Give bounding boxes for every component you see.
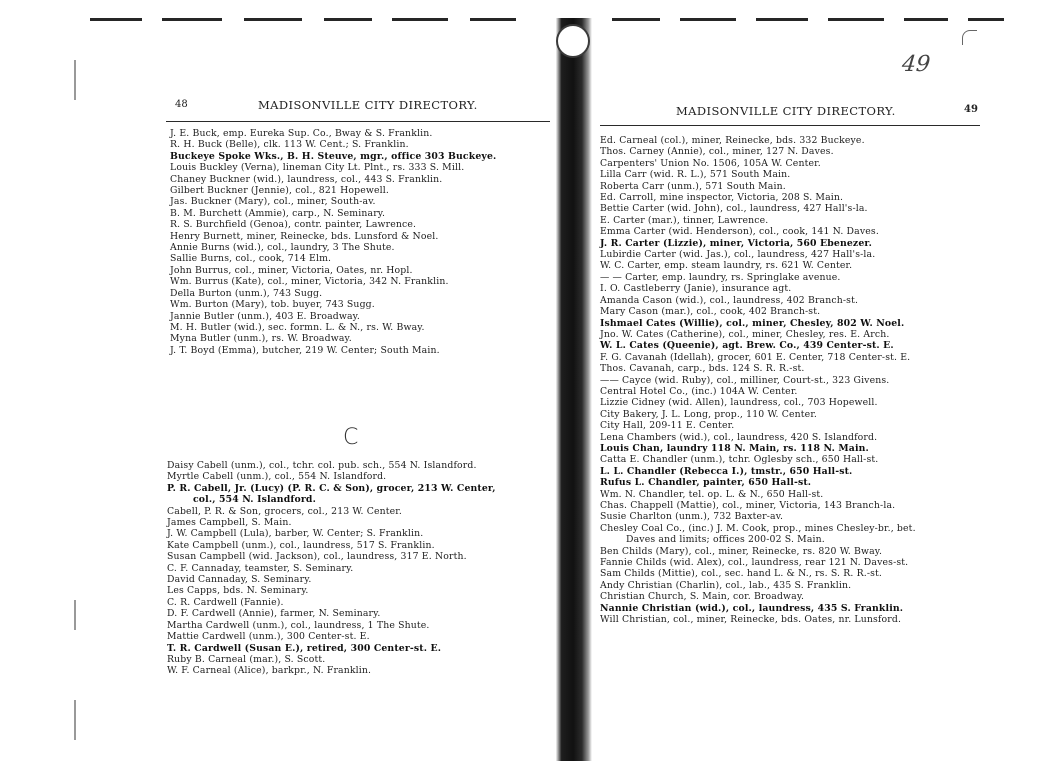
- directory-entry: Wm. Burton (Mary), tob. buyer, 743 Sugg.: [170, 299, 375, 311]
- directory-entry: Wm. Burrus (Kate), col., miner, Victoria, 342 N. Franklin.: [170, 276, 449, 288]
- pen-mark: [962, 30, 977, 45]
- directory-entry: Les Capps, bds. N. Seminary.: [167, 585, 309, 597]
- directory-entry: C. R. Cardwell (Fannie).: [167, 596, 284, 608]
- directory-entry: Lubirdie Carter (wid. Jas.), col., laundress, 427 Hall's-la.: [600, 249, 876, 261]
- directory-entry: Carpenters' Union No. 1506, 105A W. Center.: [600, 157, 821, 169]
- directory-entry: J. E. Buck, emp. Eureka Sup. Co., Bway & S. Franklin.: [170, 128, 433, 139]
- directory-entry: Della Burton (unm.), 743 Sugg.: [170, 287, 323, 299]
- directory-entry: Myrtle Cabell (unm.), col., 554 N. Islandford.: [167, 471, 387, 483]
- directory-entry: Nannie Christian (wid.), col., laundress, 435 S. Franklin.: [600, 602, 904, 614]
- directory-entry: Amanda Cason (wid.), col., laundress, 402 Branch-st.: [600, 294, 859, 306]
- directory-entry: Susan Campbell (wid. Jackson), col., laundress, 317 E. North.: [167, 551, 467, 563]
- directory-entry: F. G. Cavanah (Idellah), grocer, 601 E. Center, 718 Center-st. E.: [600, 351, 911, 363]
- directory-entry: W. L. Cates (Queenie), agt. Brew. Co., 439 Center-st. E.: [600, 340, 894, 352]
- directory-entry: Andy Christian (Charlin), col., lab., 435 S. Franklin.: [600, 579, 852, 591]
- directory-entry: Louis Buckley (Verna), lineman City Lt. Plnt., rs. 333 S. Mill.: [170, 162, 465, 174]
- directory-entry: Christian Church, S. Main, cor. Broadway.: [600, 591, 805, 603]
- directory-entry: R. H. Buck (Belle), clk. 113 W. Cent.; S. Franklin.: [170, 139, 409, 151]
- directory-entry: col., 554 N. Islandford.: [193, 494, 316, 506]
- directory-entry: Louis Chan, laundry 118 N. Main, rs. 118 N. Main.: [600, 442, 869, 454]
- directory-entry: James Campbell, S. Main.: [167, 517, 292, 529]
- directory-entry: Rufus L. Chandler, painter, 650 Hall-st.: [600, 477, 812, 489]
- right-running-head: MADISONVILLE CITY DIRECTORY.: [676, 104, 896, 118]
- section-letter: C: [343, 425, 359, 450]
- directory-entry: Wm. N. Chandler, tel. op. L. & N., 650 Hall-st.: [600, 488, 824, 500]
- header-rule: [166, 121, 550, 122]
- entries-list-c: [167, 460, 496, 677]
- directory-entry: Gilbert Buckner (Jennie), col., 821 Hopewell.: [170, 185, 389, 197]
- directory-entry: Lilla Carr (wid. R. L.), 571 South Main.: [600, 169, 791, 181]
- directory-entry: City Hall, 209-11 E. Center.: [600, 420, 735, 432]
- directory-entry: Ishmael Cates (Willie), col., miner, Chesley, 802 W. Noel.: [600, 317, 905, 329]
- left-page-number: 48: [175, 99, 188, 110]
- directory-entry: Will Christian, col., miner, Reinecke, bds. Oates, nr. Lunsford.: [600, 614, 902, 626]
- directory-entry: Myna Butler (unm.), rs. W. Broadway.: [170, 333, 352, 345]
- directory-entry: Mary Cason (mar.), col., cook, 402 Branch-st.: [600, 306, 821, 318]
- directory-entry: Kate Campbell (unm.), col., laundress, 517 S. Franklin.: [167, 539, 435, 551]
- directory-entry: — — Carter, emp. laundry, rs. Springlake avenue.: [600, 271, 841, 283]
- directory-entry: E. Carter (mar.), tinner, Lawrence.: [600, 214, 769, 226]
- directory-entry: Chas. Chappell (Mattie), col., miner, Victoria, 143 Branch-la.: [600, 500, 896, 511]
- directory-entry: Jas. Buckner (Mary), col., miner, South-av.: [170, 196, 376, 208]
- directory-entry: Ed. Carneal (col.), miner, Reinecke, bds. 332 Buckeye.: [600, 135, 865, 146]
- directory-entry: Susie Charlton (unm.), 732 Baxter-av.: [600, 511, 784, 523]
- directory-entry: Thos. Carney (Annie), col., miner, 127 N. Daves.: [600, 146, 834, 158]
- directory-entry: City Bakery, J. L. Long, prop., 110 W. Center.: [600, 408, 817, 420]
- directory-entry: Ed. Carroll, mine inspector, Victoria, 208 S. Main.: [600, 192, 844, 204]
- directory-entry: —— Cayce (wid. Ruby), col., milliner, Court-st., 323 Givens.: [600, 374, 890, 386]
- directory-entry: Cabell, P. R. & Son, grocers, col., 213 W. Center.: [167, 505, 402, 517]
- directory-entry: W. C. Carter, emp. steam laundry, rs. 621 W. Center.: [600, 260, 853, 272]
- left-running-head: MADISONVILLE CITY DIRECTORY.: [258, 98, 478, 112]
- directory-entry: Lizzie Cidney (wid. Allen), laundress, col., 703 Hopewell.: [600, 397, 878, 409]
- directory-entry: J. T. Boyd (Emma), butcher, 219 W. Center; South Main.: [170, 344, 440, 356]
- entries-list-b: [170, 128, 496, 356]
- directory-entry: Lena Chambers (wid.), col., laundress, 420 S. Islandford.: [600, 431, 878, 443]
- directory-entry: Daisy Cabell (unm.), col., tchr. col. pub. sch., 554 N. Islandford.: [167, 460, 477, 471]
- directory-entry: Emma Carter (wid. Henderson), col., cook, 141 N. Daves.: [600, 226, 879, 238]
- directory-entry: L. L. Chandler (Rebecca I.), tmstr., 650 Hall-st.: [600, 465, 853, 477]
- entries-list-right: [600, 135, 916, 625]
- directory-entry: Catta E. Chandler (unm.), tchr. Oglesby sch., 650 Hall-st.: [600, 454, 879, 466]
- directory-entry: T. R. Cardwell (Susan E.), retired, 300 Center-st. E.: [167, 642, 442, 654]
- header-rule: [600, 125, 980, 126]
- directory-entry: W. F. Carneal (Alice), barkpr., N. Franklin.: [167, 665, 372, 677]
- directory-entry: Jannie Butler (unm.), 403 E. Broadway.: [170, 310, 360, 322]
- directory-entry: J. R. Carter (Lizzie), miner, Victoria, 560 Ebenezer.: [600, 237, 873, 249]
- directory-entry: Fannie Childs (wid. Alex), col., laundress, rear 121 N. Daves-st.: [600, 557, 909, 569]
- directory-entry: J. W. Campbell (Lula), barber, W. Center; S. Franklin.: [167, 528, 424, 540]
- right-page: [556, 0, 1052, 761]
- directory-entry: Bettie Carter (wid. John), col., laundress, 427 Hall's-la.: [600, 203, 868, 215]
- directory-entry: John Burrus, col., miner, Victoria, Oates, nr. Hopl.: [170, 264, 413, 276]
- directory-entry: C. F. Cannaday, teamster, S. Seminary.: [167, 562, 354, 574]
- directory-entry: I. O. Castleberry (Janie), insurance agt.: [600, 283, 792, 295]
- directory-entry: Martha Cardwell (unm.), col., laundress, 1 The Shute.: [167, 619, 430, 631]
- directory-entry: Mattie Cardwell (unm.), 300 Center-st. E.: [167, 631, 370, 643]
- directory-entry: B. M. Burchett (Ammie), carp., N. Seminary.: [170, 207, 386, 219]
- directory-entry: Ben Childs (Mary), col., miner, Reinecke, rs. 820 W. Bway.: [600, 545, 883, 557]
- right-page-number: 49: [964, 104, 978, 115]
- directory-entry: Sallie Burns, col., cook, 714 Elm.: [170, 253, 332, 265]
- directory-entry: Ruby B. Carneal (mar.), S. Scott.: [167, 653, 326, 665]
- directory-entry: Roberta Carr (unm.), 571 South Main.: [600, 180, 786, 192]
- directory-entry: P. R. Cabell, Jr. (Lucy) (P. R. C. & Son), grocer, 213 W. Center,: [167, 482, 496, 494]
- directory-entry: David Cannaday, S. Seminary.: [167, 574, 312, 586]
- directory-entry: D. F. Cardwell (Annie), farmer, N. Seminary.: [167, 608, 381, 620]
- directory-entry: Thos. Cavanah, carp., bds. 124 S. R. R.-st.: [600, 363, 805, 375]
- directory-entry: Daves and limits; offices 200-02 S. Main.: [626, 534, 825, 546]
- handwritten-page-number: 49: [900, 52, 932, 77]
- directory-entry: Buckeye Spoke Wks., B. H. Steuve, mgr., office 303 Buckeye.: [170, 150, 497, 162]
- directory-entry: M. H. Butler (wid.), sec. formn. L. & N., rs. W. Bway.: [170, 321, 425, 333]
- directory-entry: Annie Burns (wid.), col., laundry, 3 The Shute.: [170, 242, 395, 254]
- directory-entry: R. S. Burchfield (Genoa), contr. painter, Lawrence.: [170, 219, 417, 231]
- directory-entry: Chaney Buckner (wid.), laundress, col., 443 S. Franklin.: [170, 173, 443, 185]
- directory-entry: Sam Childs (Mittie), col., sec. hand L. & N., rs. S. R. R.-st.: [600, 568, 883, 580]
- directory-entry: Jno. W. Cates (Catherine), col., miner, Chesley, res. E. Arch.: [600, 328, 890, 340]
- directory-entry: Central Hotel Co., (inc.) 104A W. Center.: [600, 385, 798, 397]
- directory-entry: Chesley Coal Co., (inc.) J. M. Cook, prop., mines Chesley-br., bet.: [600, 522, 916, 534]
- directory-entry: Henry Burnett, miner, Reinecke, bds. Lunsford & Noel.: [170, 230, 439, 242]
